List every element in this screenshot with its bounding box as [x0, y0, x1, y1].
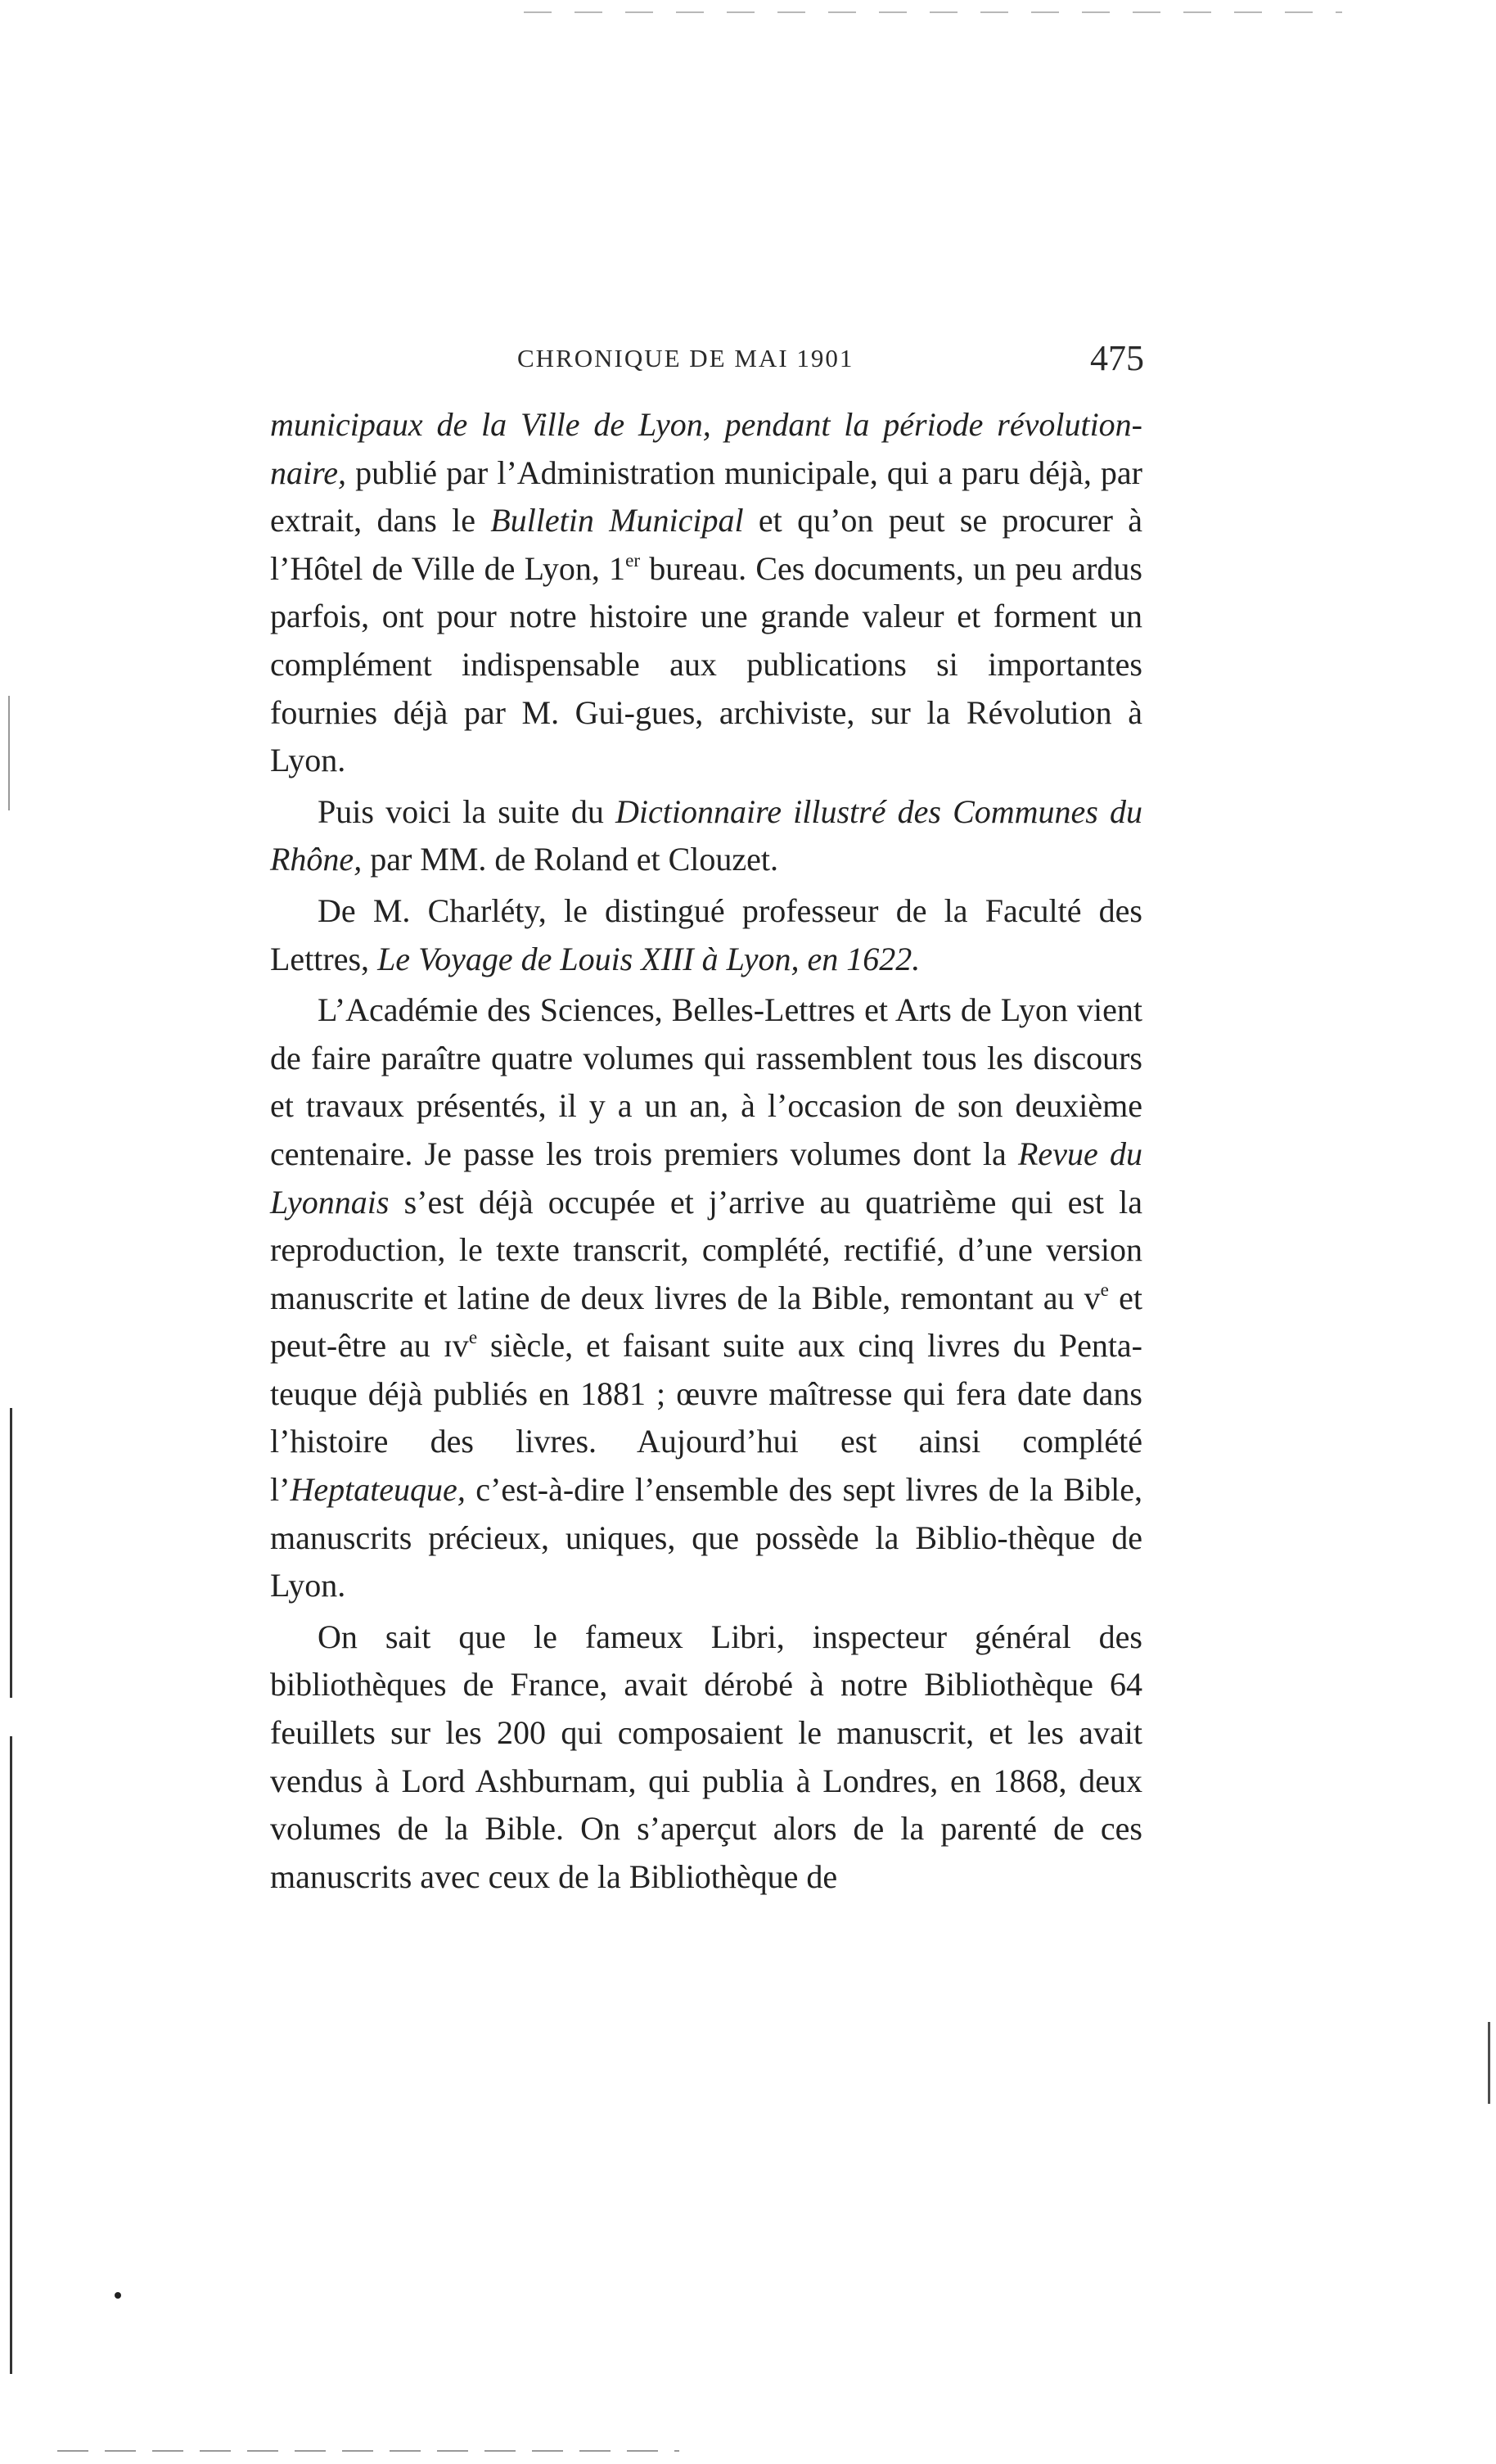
text-run: bureau. Ces documents, un peu ardus parfois, ont pour notre histoire une grande valeur et forment un complément indispensable aux publications si importantes fournies déjà par M. Gui-gues, archiviste, sur la Révolution à Lyon. — [270, 549, 1142, 779]
text-run: On sait que le fameux Libri, inspecteur général des bibliothèques de France, avait dérobé à notre Bibliothèque 64 feuillets sur les 200 qui composaient le manuscrit, et les avait vendus à Lord Ashburnam, qui publia à Londres, en 1868, deux volumes de la Bible. On s’aperçut alors de la parenté de ces manuscrits avec ceux de la Bibliothèque de — [270, 1618, 1142, 1895]
scan-edge-bottom — [57, 2450, 679, 2452]
text-run: par MM. de Roland et Clouzet. — [362, 841, 778, 878]
italic-title: Heptateuque, — [290, 1471, 466, 1509]
paragraph — [270, 401, 1142, 785]
superscript: e — [1100, 1279, 1109, 1301]
text-run: Puis voici la suite du — [318, 792, 616, 830]
italic-title: Dictionnaire illustré des Communes du Rhône, — [270, 792, 1142, 878]
scan-edge-left — [10, 1408, 12, 2374]
page-number: 475 — [1090, 338, 1144, 378]
italic-title: municipaux de la Ville de Lyon, pendant la période révolution-naire, — [270, 406, 1142, 491]
text-run: publié par l’Administration municipale, qui a paru déjà, par extrait, dans le — [270, 454, 1142, 539]
text-run: c’est-à-dire l’ensemble des sept livres de la Bible, manuscrits précieux, uniques, que possède la Biblio-thèque de Lyon. — [270, 1471, 1142, 1604]
text-run: L’Académie des Sciences, Belles-Lettres et Arts de Lyon vient de faire paraître quatre volumes qui rassemblent tous les discours et travaux présentés, il y a un an, à l’occasion de son deuxième centenaire. Je passe les trois premiers volumes dont la — [270, 991, 1142, 1172]
italic-title: Bulletin Municipal — [490, 502, 744, 539]
paragraph — [270, 1613, 1142, 1902]
scan-edge-right — [1488, 2022, 1490, 2104]
text-run: siècle, et faisant suite aux cinq livres du Penta-teuque déjà publiés en 1881 ; œuvre maîtresse qui fera date dans l’histoire des livres. Aujourd’hui est ainsi complété l’ — [270, 1327, 1143, 1509]
scan-speck — [115, 2292, 121, 2299]
superscript: er — [625, 549, 641, 571]
paragraph — [270, 788, 1142, 884]
text-run: s’est déjà occupée et j’arrive au quatrième qui est la reproduction, le texte transcrit, complété, rectifié, d’une version manuscrite et latine de deux livres de la Bible, remontant au v — [270, 1183, 1142, 1316]
body-text — [270, 401, 1142, 1901]
text-run: De M. Charléty, le distingué professeur de la Faculté des Lettres, — [270, 891, 1142, 977]
scan-edge-left-upper — [8, 696, 10, 810]
scan-edge-top — [524, 11, 1342, 13]
running-head: CHRONIQUE DE MAI 1901 — [517, 344, 854, 372]
paragraph — [270, 887, 1142, 983]
superscript: e — [468, 1327, 478, 1349]
italic-title: Le Voyage de Louis XIII à Lyon, en 1622. — [377, 940, 921, 977]
italic-title: Revue du Lyonnais — [270, 1135, 1142, 1221]
text-run: et peut-être au ɪᴠ — [270, 1279, 1143, 1365]
paragraph — [270, 986, 1142, 1610]
text-run: et qu’on peut se procurer à l’Hôtel de Ville de Lyon, 1 — [270, 502, 1142, 587]
